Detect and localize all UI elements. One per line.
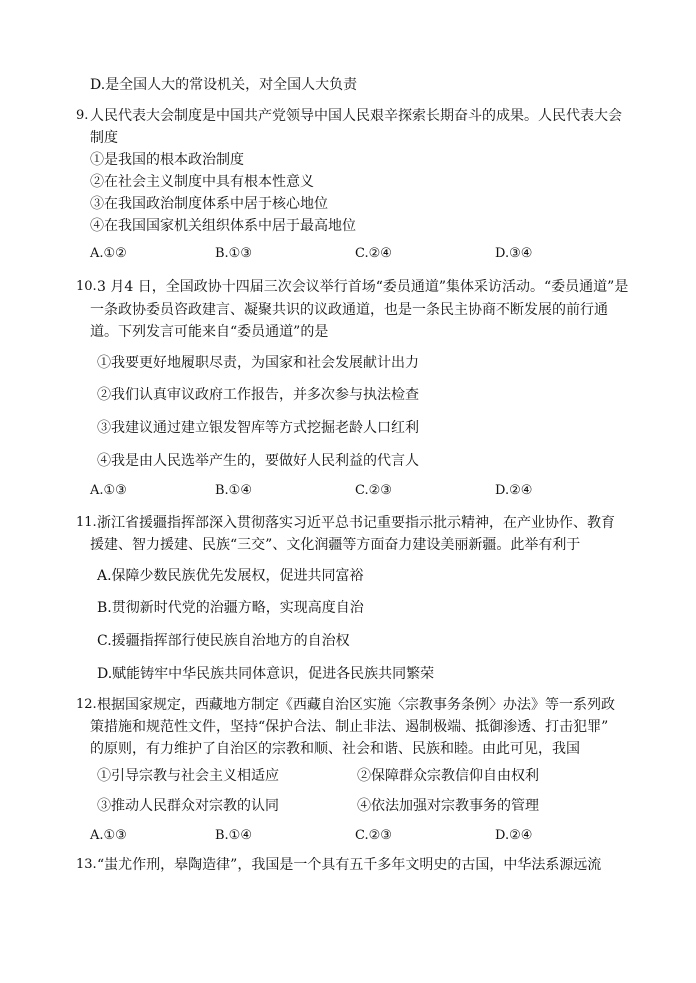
q10-stem-line-3: 道。下列发言可能来自“委员通道”的是 <box>90 324 329 340</box>
q10-option-a[interactable]: A.①③ <box>90 483 127 498</box>
q12-item-1: ①引导宗教与社会主义相适应 <box>97 768 279 784</box>
q10-item-2: ②我们认真审议政府工作报告，并多次参与执法检查 <box>97 387 419 403</box>
q11-stem-line-2: 援建、智力援建、民族“三交”、文化润疆等方面奋力建设美丽新疆。此举有利于 <box>90 537 581 553</box>
q11-option-a[interactable]: A.保障少数民族优先发展权，促进共同富裕 <box>97 568 364 584</box>
q12-stem-line-3: 的原则，有力维护了自治区的宗教和顺、社会和谐、民族和睦。由此可见，我国 <box>90 741 580 757</box>
q12-option-a[interactable]: A.①③ <box>90 828 127 843</box>
q9-options <box>90 244 650 264</box>
q9-item-3: ③在我国政治制度体系中居于核心地位 <box>90 196 328 212</box>
q12-options <box>90 826 650 846</box>
q12-option-d[interactable]: D.②④ <box>495 828 533 843</box>
q13-stem-line-1: “蚩尤作刑，皋陶造律”，我国是一个具有五千多年文明史的古国，中华法系源远流 <box>97 857 602 873</box>
q10-item-1: ①我要更好地履职尽责，为国家和社会发展献计出力 <box>97 355 419 371</box>
q8-option-d[interactable]: D.是全国人大的常设机关，对全国人大负责 <box>90 77 358 93</box>
q9-stem-line-2: 制度 <box>90 130 118 146</box>
q9-item-2: ②在社会主义制度中具有根本性意义 <box>90 174 314 190</box>
q10-option-c[interactable]: C.②③ <box>355 483 392 498</box>
q9-item-1: ①是我国的根本政治制度 <box>90 152 244 168</box>
q10-item-4: ④我是由人民选举产生的，要做好人民利益的代言人 <box>97 453 419 469</box>
q9-option-a[interactable]: A.①② <box>90 246 127 261</box>
q12-stem-line-1: 根据国家规定，西藏地方制定《西藏自治区实施〈宗教事务条例〉办法》等一系列政 <box>97 697 615 713</box>
q11-option-b[interactable]: B.贯彻新时代党的治疆方略，实现高度自治 <box>97 600 364 616</box>
q11-stem-line-1: 浙江省援疆指挥部深入贯彻落实习近平总书记重要指示批示精神，在产业协作、教育 <box>97 515 615 531</box>
q11-number: 11. <box>76 515 97 530</box>
q12-option-b[interactable]: B.①④ <box>215 828 252 843</box>
q12-item-2: ②保障群众宗教信仰自由权利 <box>357 768 539 784</box>
q10-item-3: ③我建议通过建立银发智库等方式挖掘老龄人口红利 <box>97 420 419 436</box>
q9-option-d[interactable]: D.③④ <box>495 246 533 261</box>
q12-option-c[interactable]: C.②③ <box>355 828 392 843</box>
q9-number: 9. <box>76 108 89 123</box>
q11-option-c[interactable]: C.援疆指挥部行使民族自治地方的自治权 <box>97 633 350 649</box>
q10-stem-line-1: 3 月4 日，全国政协十四届三次会议举行首场“委员通道”集体采访活动。“委员通道”是 <box>97 279 629 295</box>
q10-option-b[interactable]: B.①④ <box>215 483 252 498</box>
q9-option-b[interactable]: B.①③ <box>215 246 252 261</box>
q11-option-d[interactable]: D.赋能铸牢中华民族共同体意识，促进各民族共同繁荣 <box>97 666 435 682</box>
q9-stem-line-1: 人民代表大会制度是中国共产党领导中国人民艰辛探索长期奋斗的成果。人民代表大会 <box>90 108 622 124</box>
q10-stem-line-2: 一条政协委员咨政建言、凝聚共识的议政通道，也是一条民主协商不断发展的前行通 <box>90 302 608 318</box>
q12-number: 12. <box>76 697 97 712</box>
q12-item-3: ③推动人民群众对宗教的认同 <box>97 798 279 814</box>
q12-item-4: ④依法加强对宗教事务的管理 <box>357 798 539 814</box>
q10-options <box>90 481 650 501</box>
q12-stem-line-2: 策措施和规范性文件，坚持“保护合法、制止非法、遏制极端、抵御渗透、打击犯罪” <box>90 719 609 735</box>
q10-number: 10. <box>76 279 97 294</box>
q9-item-4: ④在我国国家机关组织体系中居于最高地位 <box>90 218 356 234</box>
q13-number: 13. <box>76 857 97 872</box>
q9-option-c[interactable]: C.②④ <box>355 246 392 261</box>
q10-option-d[interactable]: D.②④ <box>495 483 533 498</box>
